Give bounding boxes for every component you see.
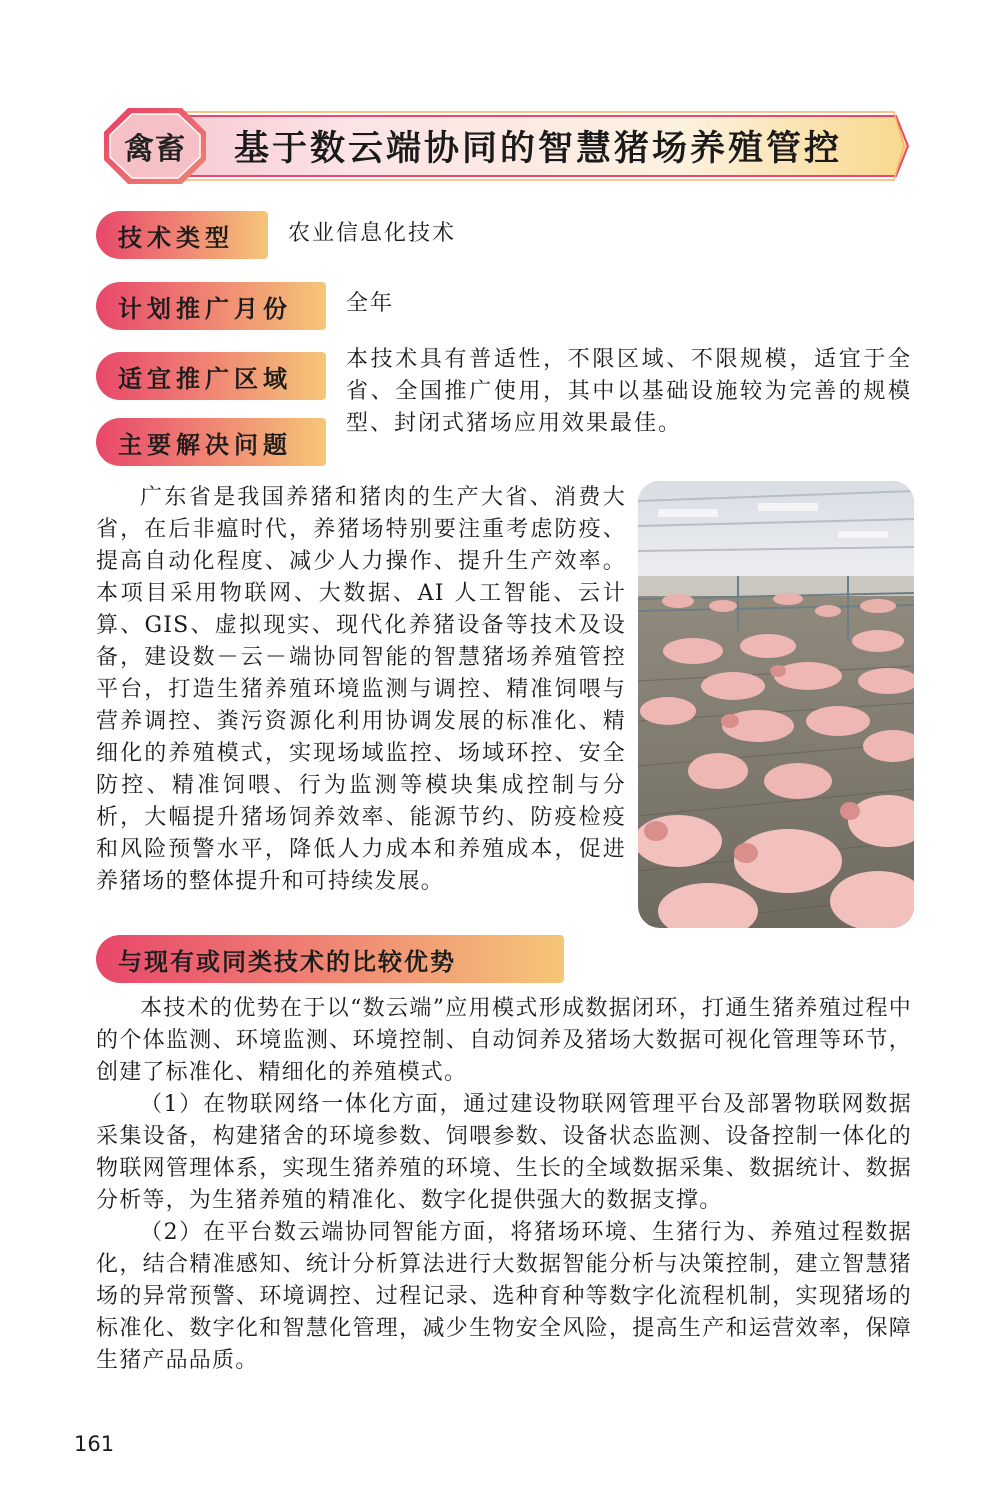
problem-label: 主要解决问题 <box>96 418 326 466</box>
promo-month-value: 全年 <box>346 291 395 316</box>
promo-month-label: 计划推广月份 <box>96 282 326 330</box>
tech-type-label: 技术类型 <box>96 211 268 259</box>
advantage-label: 与现有或同类技术的比较优势 <box>96 935 564 983</box>
region-label: 适宜推广区域 <box>96 352 326 400</box>
category-label: 禽畜 <box>124 132 186 167</box>
advantage-section <box>96 993 912 1377</box>
title-banner <box>100 108 912 184</box>
page-title: 基于数云端协同的智慧猪场养殖管控 <box>234 129 843 169</box>
problem-section <box>96 482 626 898</box>
tech-type-value: 农业信息化技术 <box>288 221 457 246</box>
pig-farm-photo <box>638 481 914 928</box>
advantage-paragraph: （2）在平台数云端协同智能方面，将猪场环境、生猪行为、养殖过程数据化，结合精准感知、统计分析算法进行大数据智能分析与决策控制，建立智慧猪场的异常预警、环境调控、过程记录、选种育种等数字化流程机制，实现猪场的标准化、数字化和智慧化管理，减少生物安全风险，提高生产和运营效率，保障生猪产品品质。 <box>96 1220 912 1373</box>
advantage-paragraph: （1）在物联网络一体化方面，通过建设物联网管理平台及部署物联网数据采集设备，构建猪舍的环境参数、饲喂参数、设备状态监测、设备控制一体化的物联网管理体系，实现生猪养殖的环境、生长的全域数据采集、数据统计、数据分析等，为生猪养殖的精准化、数字化提供强大的数据支撑。 <box>96 1092 912 1213</box>
page-number: 161 <box>74 1432 115 1456</box>
problem-text: 广东省是我国养猪和猪肉的生产大省、消费大省，在后非瘟时代，养猪场特别要注重考虑防疫、提高自动化程度、减少人力操作、提升生产效率。本项目采用物联网、大数据、AI 人工智能、云计算、GIS、虚拟现实、现代化养猪设备等技术及设备，建设数－云－端协同智能的智慧猪场养殖管控平台，打造生猪养殖环境监测与调控、精准饲喂与营养调控、粪污资源化利用协调发展的标准化、精细化的养殖模式，实现场域监控、场域环控、安全防控、精准饲喂、行为监测等模块集成控制与分析，大幅提升猪场饲养效率、能源节约、防疫检疫和风险预警水平，降低人力成本和养殖成本，促进养猪场的整体提升和可持续发展。 <box>96 485 626 894</box>
pig-farm-illustration <box>638 481 914 928</box>
advantage-paragraph: 本技术的优势在于以“数云端”应用模式形成数据闭环，打通生猪养殖过程中的个体监测、环境监测、环境控制、自动饲养及猪场大数据可视化管理等环节，创建了标准化、精细化的养殖模式。 <box>96 996 912 1085</box>
region-value: 本技术具有普适性，不限区域、不限规模，适宜于全省、全国推广使用，其中以基础设施较为完善的规模型、封闭式猪场应用效果最佳。 <box>346 347 912 436</box>
